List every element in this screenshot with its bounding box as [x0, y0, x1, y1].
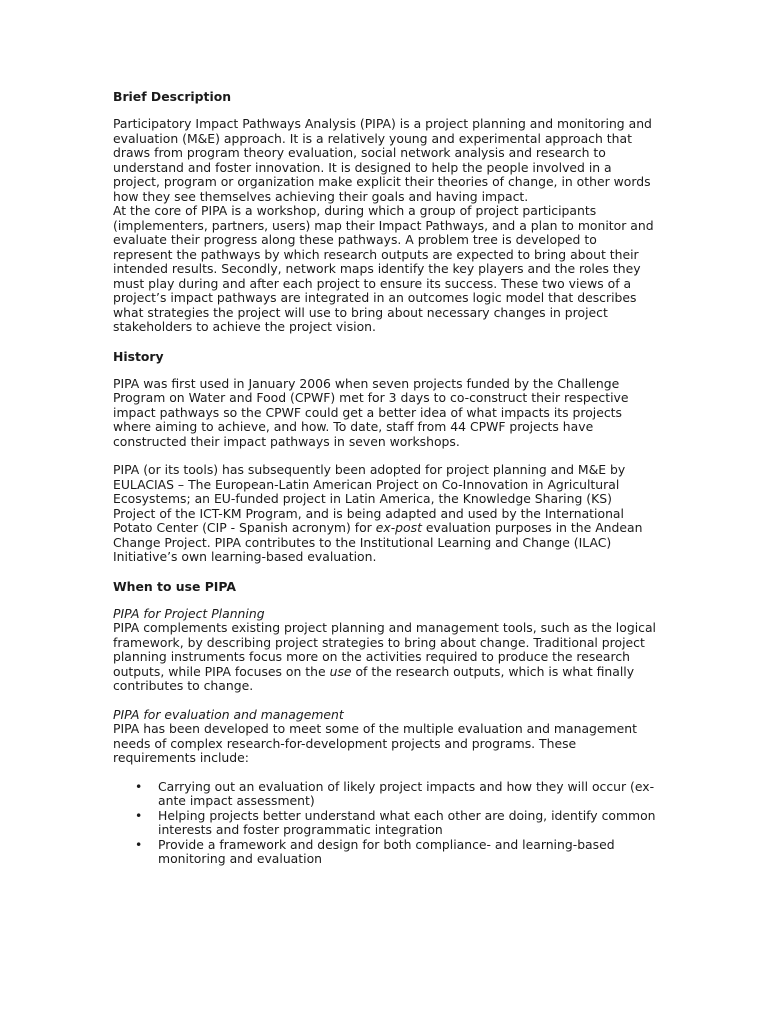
brief-description-paragraph-1: Participatory Impact Pathways Analysis (PIPA) is a project planning and monitoring and evaluation (M&E) approach. It is a relatively young and experimental approach that draws from program theory evaluation, social network analysis and research to understand and foster innovation. It is designed to help the people involved in a project, program or organization make explicit their theories of change, in other words how they see themselves achieving their goals and having impact. [113, 116, 652, 204]
brief-description-heading: Brief Description [113, 89, 232, 104]
when-to-use-heading: When to use PIPA [113, 578, 236, 594]
list-item-text: Carrying out an evaluation of likely project impacts and how they will occur (ex-ante impact assessment) [158, 778, 655, 808]
list-item [113, 780, 658, 809]
list-item-text: Helping projects better understand what each other are doing, identify common interests and foster programmatic integration [158, 807, 656, 837]
list-item [113, 838, 658, 867]
list-item [113, 809, 658, 838]
history-paragraph-2-text-before: PIPA (or its tools) has subsequently been adopted for project planning and M&E by EULACIAS – The European-Latin American Project on Co-Innovation in Agricultural Ecosystems; an EU-funded project in Latin America, the Knowledge Sharing (KS) Project of the ICT-KM Program, and is being adapted and used by the International Potato Center (CIP - Spanish acronym) for [113, 462, 626, 535]
bullet-icon: • [135, 836, 143, 852]
history-heading: History [113, 348, 164, 364]
project-planning-text-before: PIPA complements existing project planning and management tools, such as the logical framework, by describing project strategies to bring about change. Traditional project planning instruments focus more on the activities required to produce the research outputs, while PIPA focuses on the [113, 620, 656, 679]
project-planning-paragraph [113, 621, 658, 694]
history-paragraph-1: PIPA was first used in January 2006 when seven projects funded by the Challenge Program on Water and Food (CPWF) met for 3 days to co-construct their respective impact pathways so the CPWF could get a better idea of what impacts its projects where aiming to achieve, and how. To date, staff from 44 CPWF projects have constructed their impact pathways in seven workshops. [113, 375, 629, 449]
project-planning-subheading: PIPA for Project Planning [113, 605, 265, 621]
bullet-icon: • [135, 778, 143, 794]
list-item-text: Provide a framework and design for both compliance- and learning-based monitoring and evaluation [158, 836, 615, 866]
evaluation-management-paragraph: PIPA has been developed to meet some of the multiple evaluation and management needs of complex research-for-development projects and programs. These requirements include: [113, 721, 637, 765]
history-paragraph-2-text-after: evaluation purposes in the Andean Change Project. PIPA contributes to the Institutional Learning and Change (ILAC) Initiative’s own learning-based evaluation. [113, 520, 643, 564]
history-paragraph-2 [113, 463, 658, 565]
document-page [113, 89, 658, 867]
evaluation-management-subheading: PIPA for evaluation and management [113, 706, 344, 722]
bullet-icon: • [135, 807, 143, 823]
project-planning-emphasis: use [329, 663, 352, 679]
brief-description-paragraph-2: At the core of PIPA is a workshop, during which a group of project participants (implementers, partners, users) map their Impact Pathways, and a plan to monitor and evaluate their progress along these pathways. A problem tree is developed to represent the pathways by which research outputs are expected to bring about their intended results. Secondly, network maps identify the key players and the roles they must play during and after each project to ensure its success. These two views of a project’s impact pathways are integrated in an outcomes logic model that describes what strategies the project will use to bring about necessary changes in project stakeholders to achieve the project vision. [113, 203, 654, 334]
history-paragraph-2-emphasis: ex-post [375, 520, 422, 535]
project-planning-text-after: of the research outputs, which is what finally contributes to change. [113, 663, 635, 693]
requirements-list [113, 780, 658, 867]
